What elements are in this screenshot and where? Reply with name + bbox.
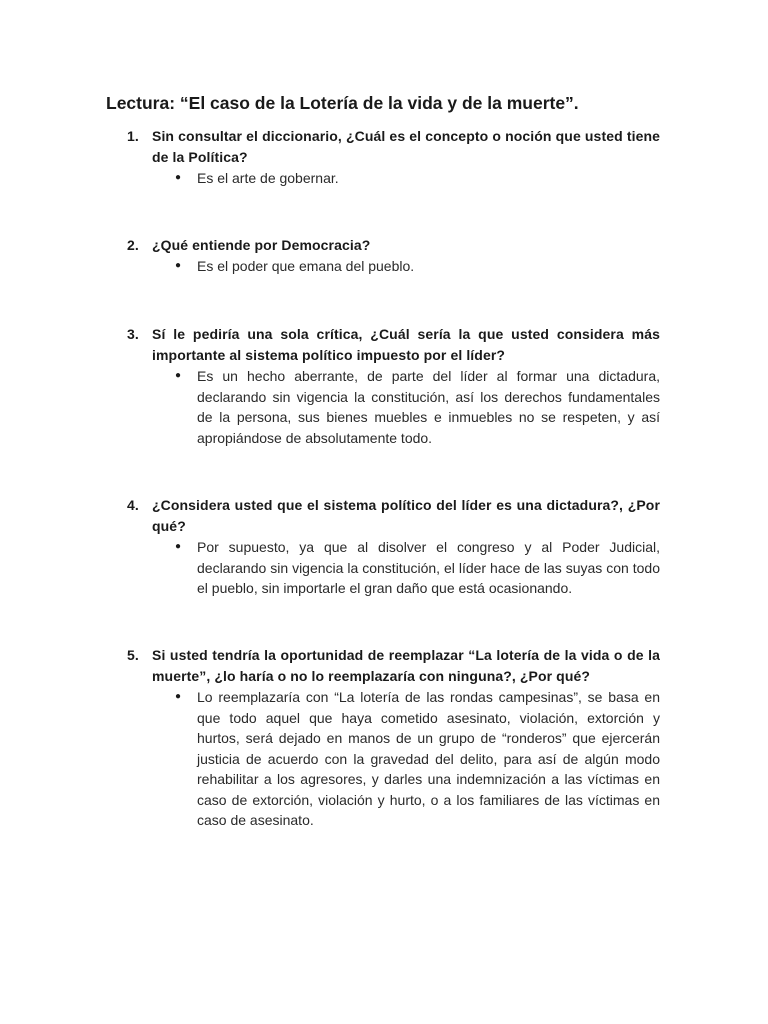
bullet-icon: ● [175, 541, 182, 552]
answer-text: Es el poder que emana del pueblo. [197, 258, 415, 274]
question-number: 5. [127, 647, 139, 663]
answer-item [175, 537, 660, 599]
question-number: 4. [127, 497, 139, 513]
answer-item [175, 256, 660, 277]
question-text: Sin consultar el diccionario, ¿Cuál es el concepto o noción que usted tiene de la Política? [152, 128, 660, 165]
question-text: Si usted tendría la oportunidad de reemplazar “La lotería de la vida o de la muerte”, ¿lo haría o no lo reemplazaría con ninguna?, ¿Por qué? [152, 647, 660, 684]
bullet-icon: ● [175, 691, 182, 702]
bullet-icon: ● [175, 370, 182, 381]
question-number: 1. [127, 128, 139, 144]
question-text: ¿Considera usted que el sistema político del líder es una dictadura?, ¿Por qué? [152, 497, 660, 534]
answer-item [175, 168, 660, 189]
answer-text: Es el arte de gobernar. [197, 170, 339, 186]
question-item [127, 645, 660, 831]
document-title: Lectura: “El caso de la Lotería de la vida y de la muerte”. [106, 93, 579, 113]
question-number: 2. [127, 237, 139, 253]
question-item [127, 324, 660, 448]
answer-item [175, 366, 660, 448]
bullet-icon: ● [175, 260, 182, 271]
question-text: Sí le pediría una sola crítica, ¿Cuál sería la que usted considera más importante al sistema político impuesto por el líder? [152, 326, 660, 363]
answer-text: Lo reemplazaría con “La lotería de las rondas campesinas”, se basa en que todo aquel que haya cometido asesinato, violación, extorción y hurtos, será dejado en manos de un grupo de “ronderos” que ejercerán justicia de acuerdo con la gravedad del delito, para así de algún modo rehabilitar a los agresores, y darles una indemnización a las víctimas en caso de extorción, violación y hurto, o a los familiares de las víctimas en caso de asesinato. [197, 689, 660, 828]
answer-text: Por supuesto, ya que al disolver el congreso y al Poder Judicial, declarando sin vigencia la constitución, el líder hace de las suyas con todo el pueblo, sin importarle el gran daño que está ocasionando. [197, 539, 660, 596]
question-text: ¿Qué entiende por Democracia? [152, 237, 371, 253]
question-item [127, 126, 660, 189]
question-item [127, 495, 660, 599]
bullet-icon: ● [175, 172, 182, 183]
question-item [127, 235, 660, 277]
answer-item [175, 687, 660, 831]
question-number: 3. [127, 326, 139, 342]
answer-text: Es un hecho aberrante, de parte del líder al formar una dictadura, declarando sin vigencia la constitución, así los derechos fundamentales de la persona, sus bienes muebles e inmuebles no se respeten, y así apropiándose de absolutamente todo. [197, 368, 660, 446]
